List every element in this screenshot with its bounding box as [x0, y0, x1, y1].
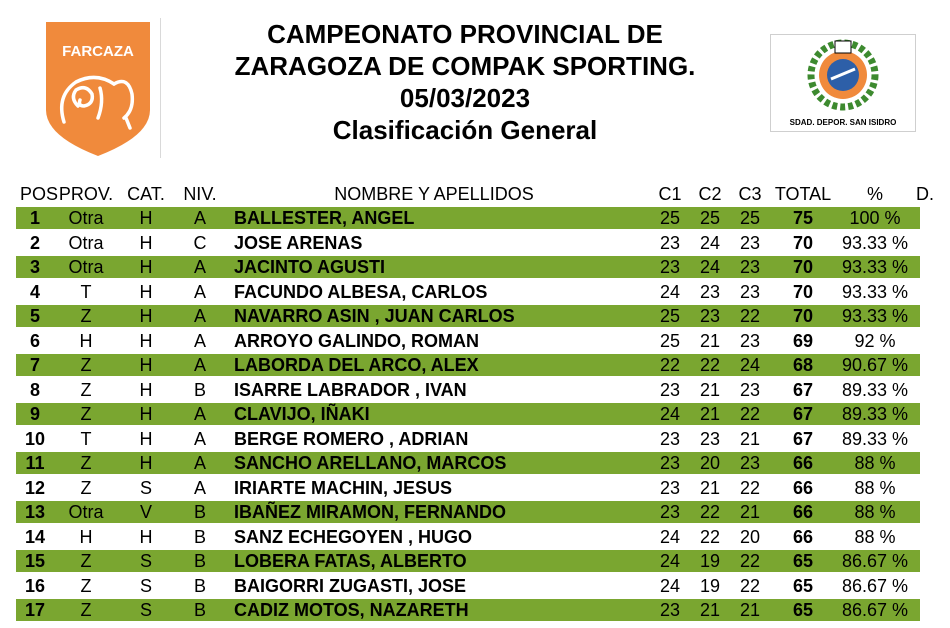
cell-niv: A — [193, 306, 206, 326]
table-header — [0, 184, 950, 206]
cell-c1: 23 — [659, 232, 681, 253]
cell-c2: 21 — [699, 404, 721, 424]
col-cat: CAT. — [127, 184, 165, 204]
cell-prov: Z — [80, 453, 92, 473]
col-c2: C2 — [698, 184, 722, 204]
cell-c3: 21 — [739, 600, 761, 620]
cell-cat: H — [139, 232, 153, 253]
col-c1: C1 — [658, 184, 682, 204]
cell-pos: 8 — [29, 379, 40, 400]
cell-c3: 20 — [739, 526, 761, 547]
cell-cat: H — [139, 526, 153, 547]
cell-c1: 23 — [659, 453, 681, 473]
cell-c1: 25 — [659, 306, 681, 326]
cell-pos: 5 — [29, 306, 40, 326]
cell-c3: 23 — [739, 330, 761, 351]
cell-name: BERGE ROMERO , ADRIAN — [234, 428, 469, 449]
col-pos: POS — [20, 184, 59, 204]
cell-name: IRIARTE MACHIN, JESUS — [234, 477, 453, 498]
col-total: TOTAL — [774, 184, 832, 204]
cell-pos: 14 — [24, 526, 46, 547]
cell-pct: 90.67 % — [841, 355, 909, 375]
farcaza-logo — [34, 18, 161, 158]
cell-pct: 93.33 % — [841, 232, 909, 253]
cell-name: BALLESTER, ANGEL — [234, 208, 415, 228]
cell-niv: A — [193, 208, 206, 228]
cell-total: 66 — [792, 526, 814, 547]
cell-pos: 11 — [25, 453, 45, 473]
cell-c3: 23 — [739, 453, 761, 473]
cell-total: 70 — [792, 257, 814, 277]
farcaza-logo-text: FARCAZA — [62, 43, 134, 60]
col-c3: C3 — [738, 184, 762, 204]
cell-cat: H — [139, 404, 153, 424]
cell-name: SANCHO ARELLANO, MARCOS — [234, 453, 507, 473]
cell-c2: 22 — [699, 355, 721, 375]
cell-cat: H — [139, 208, 153, 228]
cell-name: CADIZ MOTOS, NAZARETH — [234, 600, 469, 620]
cell-c3: 25 — [739, 208, 761, 228]
cell-niv: A — [193, 257, 206, 277]
cell-name: LABORDA DEL ARCO, ALEX — [234, 355, 479, 375]
cell-pct: 86.67 % — [841, 551, 909, 571]
cell-niv: A — [193, 330, 206, 351]
cell-cat: H — [139, 379, 153, 400]
table-row — [0, 402, 950, 426]
cell-niv: A — [193, 355, 206, 375]
cell-pos: 10 — [24, 428, 46, 449]
title-date: 05/03/2023 — [399, 83, 531, 113]
cell-prov: H — [79, 526, 93, 547]
cell-total: 69 — [792, 330, 814, 351]
table-row — [0, 280, 950, 304]
cell-cat: S — [139, 551, 152, 571]
cell-pct: 100 % — [849, 208, 901, 228]
cell-c1: 23 — [659, 600, 681, 620]
cell-c2: 23 — [699, 281, 721, 302]
cell-name: JACINTO AGUSTI — [234, 257, 386, 277]
cell-c3: 23 — [739, 257, 761, 277]
cell-total: 65 — [792, 575, 814, 596]
cell-c1: 23 — [659, 502, 681, 522]
san-isidro-logo — [770, 34, 916, 132]
cell-pos: 6 — [29, 330, 40, 351]
cell-total: 67 — [792, 428, 814, 449]
cell-prov: Z — [80, 477, 92, 498]
cell-pos: 1 — [29, 208, 40, 228]
cell-prov: Z — [80, 600, 92, 620]
table-row — [0, 255, 950, 279]
cell-name: ARROYO GALINDO, ROMAN — [234, 330, 479, 351]
cell-c1: 24 — [659, 404, 681, 424]
cell-total: 70 — [792, 232, 814, 253]
table-row — [0, 476, 950, 500]
cell-prov: Otra — [68, 232, 104, 253]
cell-name: BAIGORRI ZUGASTI, JOSE — [234, 575, 467, 596]
cell-prov: Otra — [68, 208, 104, 228]
cell-c1: 25 — [659, 208, 681, 228]
cell-total: 75 — [792, 208, 814, 228]
cell-c3: 22 — [739, 404, 761, 424]
table-row — [0, 304, 950, 328]
cell-name: ISARRE LABRADOR , IVAN — [234, 379, 467, 400]
table-row — [0, 206, 950, 230]
cell-c1: 24 — [659, 281, 681, 302]
document-title — [170, 18, 760, 146]
cell-pct: 86.67 % — [841, 575, 909, 596]
cell-c2: 24 — [699, 232, 721, 253]
table-row — [0, 549, 950, 573]
cell-pct: 89.33 % — [841, 404, 909, 424]
cell-name: JOSE ARENAS — [234, 232, 363, 253]
cell-niv: A — [193, 428, 206, 449]
cell-niv: B — [193, 575, 206, 596]
cell-niv: B — [193, 526, 206, 547]
cell-niv: A — [193, 453, 206, 473]
cell-c1: 24 — [659, 575, 681, 596]
cell-c1: 24 — [659, 526, 681, 547]
cell-pos: 15 — [24, 551, 46, 571]
cell-niv: A — [193, 477, 206, 498]
cell-c2: 23 — [699, 306, 721, 326]
san-isidro-logo-text: SDAD. DEPOR. SAN ISIDRO — [789, 118, 897, 127]
cell-prov: T — [80, 428, 92, 449]
cell-name: FACUNDO ALBESA, CARLOS — [234, 281, 488, 302]
cell-cat: H — [139, 428, 153, 449]
cell-prov: Z — [80, 404, 92, 424]
cell-pos: 17 — [24, 600, 46, 620]
cell-cat: H — [139, 281, 153, 302]
cell-c2: 22 — [699, 502, 721, 522]
cell-c1: 22 — [659, 355, 681, 375]
cell-cat: S — [139, 600, 152, 620]
cell-c2: 20 — [699, 453, 721, 473]
col-niv: NIV. — [183, 184, 217, 204]
table-row — [0, 378, 950, 402]
cell-total: 66 — [792, 502, 814, 522]
cell-pos: 16 — [24, 575, 46, 596]
cell-cat: H — [139, 355, 153, 375]
cell-c2: 21 — [699, 600, 721, 620]
cell-c3: 22 — [739, 306, 761, 326]
cell-pct: 93.33 % — [841, 306, 909, 326]
cell-c2: 24 — [699, 257, 721, 277]
cell-total: 68 — [792, 355, 814, 375]
cell-pct: 92 % — [854, 330, 896, 351]
cell-c3: 23 — [739, 379, 761, 400]
cell-pos: 9 — [29, 404, 40, 424]
cell-cat: S — [139, 575, 152, 596]
table-row — [0, 525, 950, 549]
cell-niv: B — [193, 502, 206, 522]
table-row — [0, 451, 950, 475]
cell-c2: 19 — [699, 551, 721, 571]
cell-c1: 23 — [659, 379, 681, 400]
cell-cat: H — [139, 257, 153, 277]
cell-cat: V — [139, 502, 152, 522]
cell-c1: 23 — [659, 477, 681, 498]
cell-pct: 89.33 % — [841, 428, 909, 449]
cell-pct: 93.33 % — [841, 281, 909, 302]
cell-c3: 24 — [739, 355, 761, 375]
cell-name: LOBERA FATAS, ALBERTO — [234, 551, 467, 571]
cell-total: 65 — [792, 600, 814, 620]
col-pct: % — [866, 184, 883, 204]
table-row — [0, 353, 950, 377]
cell-c2: 21 — [699, 477, 721, 498]
cell-c3: 23 — [739, 232, 761, 253]
cell-pct: 88 % — [854, 502, 896, 522]
table-row — [0, 500, 950, 524]
cell-total: 65 — [792, 551, 814, 571]
cell-cat: H — [139, 330, 153, 351]
cell-niv: A — [193, 281, 206, 302]
cell-total: 70 — [792, 281, 814, 302]
cell-cat: S — [139, 477, 152, 498]
cell-niv: B — [193, 551, 206, 571]
cell-pos: 4 — [29, 281, 40, 302]
cell-pct: 89.33 % — [841, 379, 909, 400]
cell-prov: Z — [80, 355, 92, 375]
cell-c1: 24 — [659, 551, 681, 571]
cell-pos: 13 — [24, 502, 46, 522]
col-name: NOMBRE Y APELLIDOS — [334, 184, 534, 204]
cell-pct: 93.33 % — [841, 257, 909, 277]
col-d: D. — [916, 184, 934, 204]
cell-total: 67 — [792, 404, 814, 424]
cell-c1: 23 — [659, 428, 681, 449]
cell-cat: H — [139, 453, 153, 473]
title-line-2: ZARAGOZA DE COMPAK SPORTING. — [234, 51, 696, 81]
cell-name: SANZ ECHEGOYEN , HUGO — [234, 526, 473, 547]
cell-prov: Otra — [68, 257, 104, 277]
cell-c2: 21 — [699, 379, 721, 400]
cell-prov: H — [79, 330, 93, 351]
cell-prov: Z — [80, 575, 92, 596]
cell-niv: B — [193, 379, 206, 400]
cell-total: 67 — [792, 379, 814, 400]
cell-pct: 88 % — [854, 477, 896, 498]
cell-pos: 3 — [29, 257, 40, 277]
cell-niv: C — [193, 232, 207, 253]
cell-pos: 7 — [29, 355, 40, 375]
cell-pos: 2 — [29, 232, 40, 253]
cell-pct: 86.67 % — [841, 600, 909, 620]
cell-prov: T — [80, 281, 92, 302]
cell-c3: 22 — [739, 477, 761, 498]
cell-cat: H — [139, 306, 153, 326]
col-prov: PROV. — [58, 184, 114, 204]
cell-prov: Z — [80, 551, 92, 571]
cell-c3: 22 — [739, 551, 761, 571]
cell-total: 66 — [792, 453, 814, 473]
cell-name: NAVARRO ASIN , JUAN CARLOS — [234, 306, 515, 326]
cell-c3: 21 — [739, 428, 761, 449]
cell-c2: 19 — [699, 575, 721, 596]
cell-c1: 25 — [659, 330, 681, 351]
cell-c3: 22 — [739, 575, 761, 596]
cell-niv: A — [193, 404, 206, 424]
cell-c2: 25 — [699, 208, 721, 228]
cell-name: IBAÑEZ MIRAMON, FERNANDO — [234, 502, 506, 522]
cell-pct: 88 % — [854, 526, 896, 547]
cell-pos: 12 — [24, 477, 46, 498]
cell-prov: Z — [80, 379, 92, 400]
cell-name: CLAVIJO, IÑAKI — [234, 404, 370, 424]
title-line-1: CAMPEONATO PROVINCIAL DE — [267, 19, 663, 49]
cell-c3: 23 — [739, 281, 761, 302]
cell-niv: B — [193, 600, 206, 620]
table-row — [0, 231, 950, 255]
cell-prov: Z — [80, 306, 92, 326]
cell-total: 66 — [792, 477, 814, 498]
cell-c2: 21 — [699, 330, 721, 351]
table-row — [0, 329, 950, 353]
cell-c3: 21 — [739, 502, 761, 522]
table-row — [0, 427, 950, 451]
cell-c2: 22 — [699, 526, 721, 547]
table-row — [0, 598, 950, 622]
title-subtitle: Clasificación General — [332, 115, 598, 145]
cell-c1: 23 — [659, 257, 681, 277]
cell-c2: 23 — [699, 428, 721, 449]
table-row — [0, 574, 950, 598]
cell-prov: Otra — [68, 502, 104, 522]
cell-total: 70 — [792, 306, 814, 326]
cell-pct: 88 % — [854, 453, 896, 473]
